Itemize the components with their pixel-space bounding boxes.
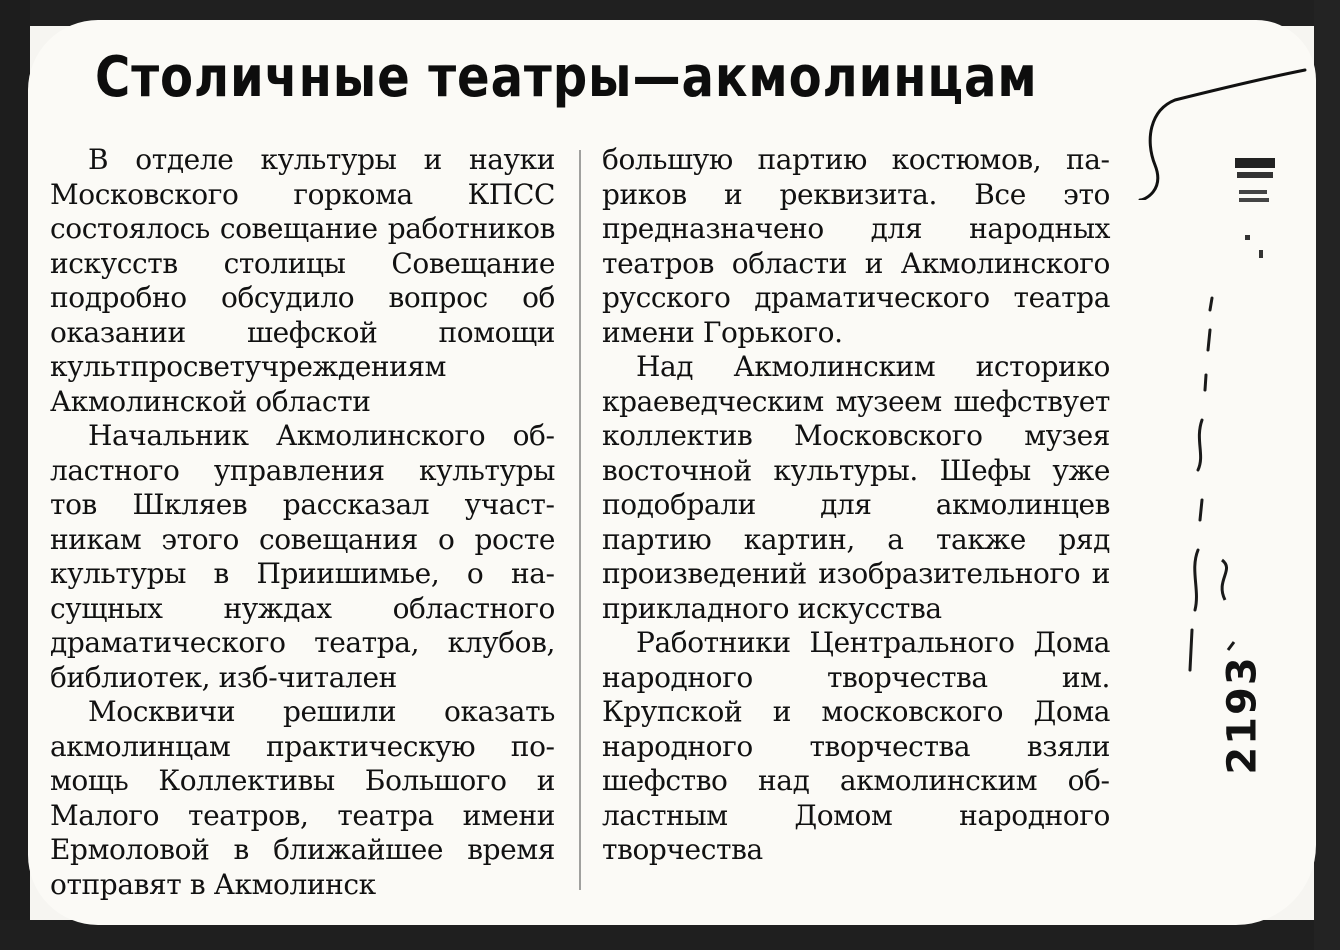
paragraph: Начальник Акмолинского областного управления культуры тов Шкляев рассказал участникам этого совещания о росте культуры в Приишимье, о насущных нуждах областного драматического театра, клубов, библиотек, изб-читален bbox=[50, 419, 555, 694]
article-headline: Столичные театры—акмолинцам bbox=[95, 45, 1038, 110]
paragraph: большую партию костюмов, париков и реквизита. Все это предназначено для народных театров области и Акмолинского русского драматического театра имени Горького. bbox=[602, 143, 1110, 349]
paragraph: Над Акмолинским историко краеведческим музеем шефствует коллектив Московского музея восточной культуры. Шефы уже подобрали для акмолинцев партию картин, а также ряд произведений изобразительного и прикладного искусства bbox=[602, 350, 1110, 625]
paragraph: Работники Центрального Дома народного творчества им. Крупской и московского Дома народного творчества взяли шефство над акмолинским областным Домом народного творчества bbox=[602, 626, 1110, 866]
archive-stamp-number: 2193 bbox=[1220, 655, 1267, 775]
scan-edge-right bbox=[1314, 0, 1340, 950]
archive-stamp bbox=[1205, 640, 1281, 790]
article-column-right bbox=[602, 143, 1110, 903]
margin-print-marks bbox=[1225, 150, 1285, 290]
article-column-left bbox=[50, 143, 555, 903]
column-divider bbox=[579, 150, 581, 890]
handwritten-margin-note bbox=[1170, 270, 1240, 690]
scan-edge-left bbox=[0, 0, 30, 950]
paragraph: В отделе культуры и науки Московского горкома КПСС состоялось совещание работников искусств столицы Совещание подробно обсудило вопрос об оказании шефской помощи культпросветучреждениям Акмолинской области bbox=[50, 143, 555, 418]
paragraph: Москвичи решили оказать акмолинцам практическую помощь Коллективы Большого и Малого театров, театра имени Ермоловой в ближайшее время отправят в Акмолинск bbox=[50, 695, 555, 901]
